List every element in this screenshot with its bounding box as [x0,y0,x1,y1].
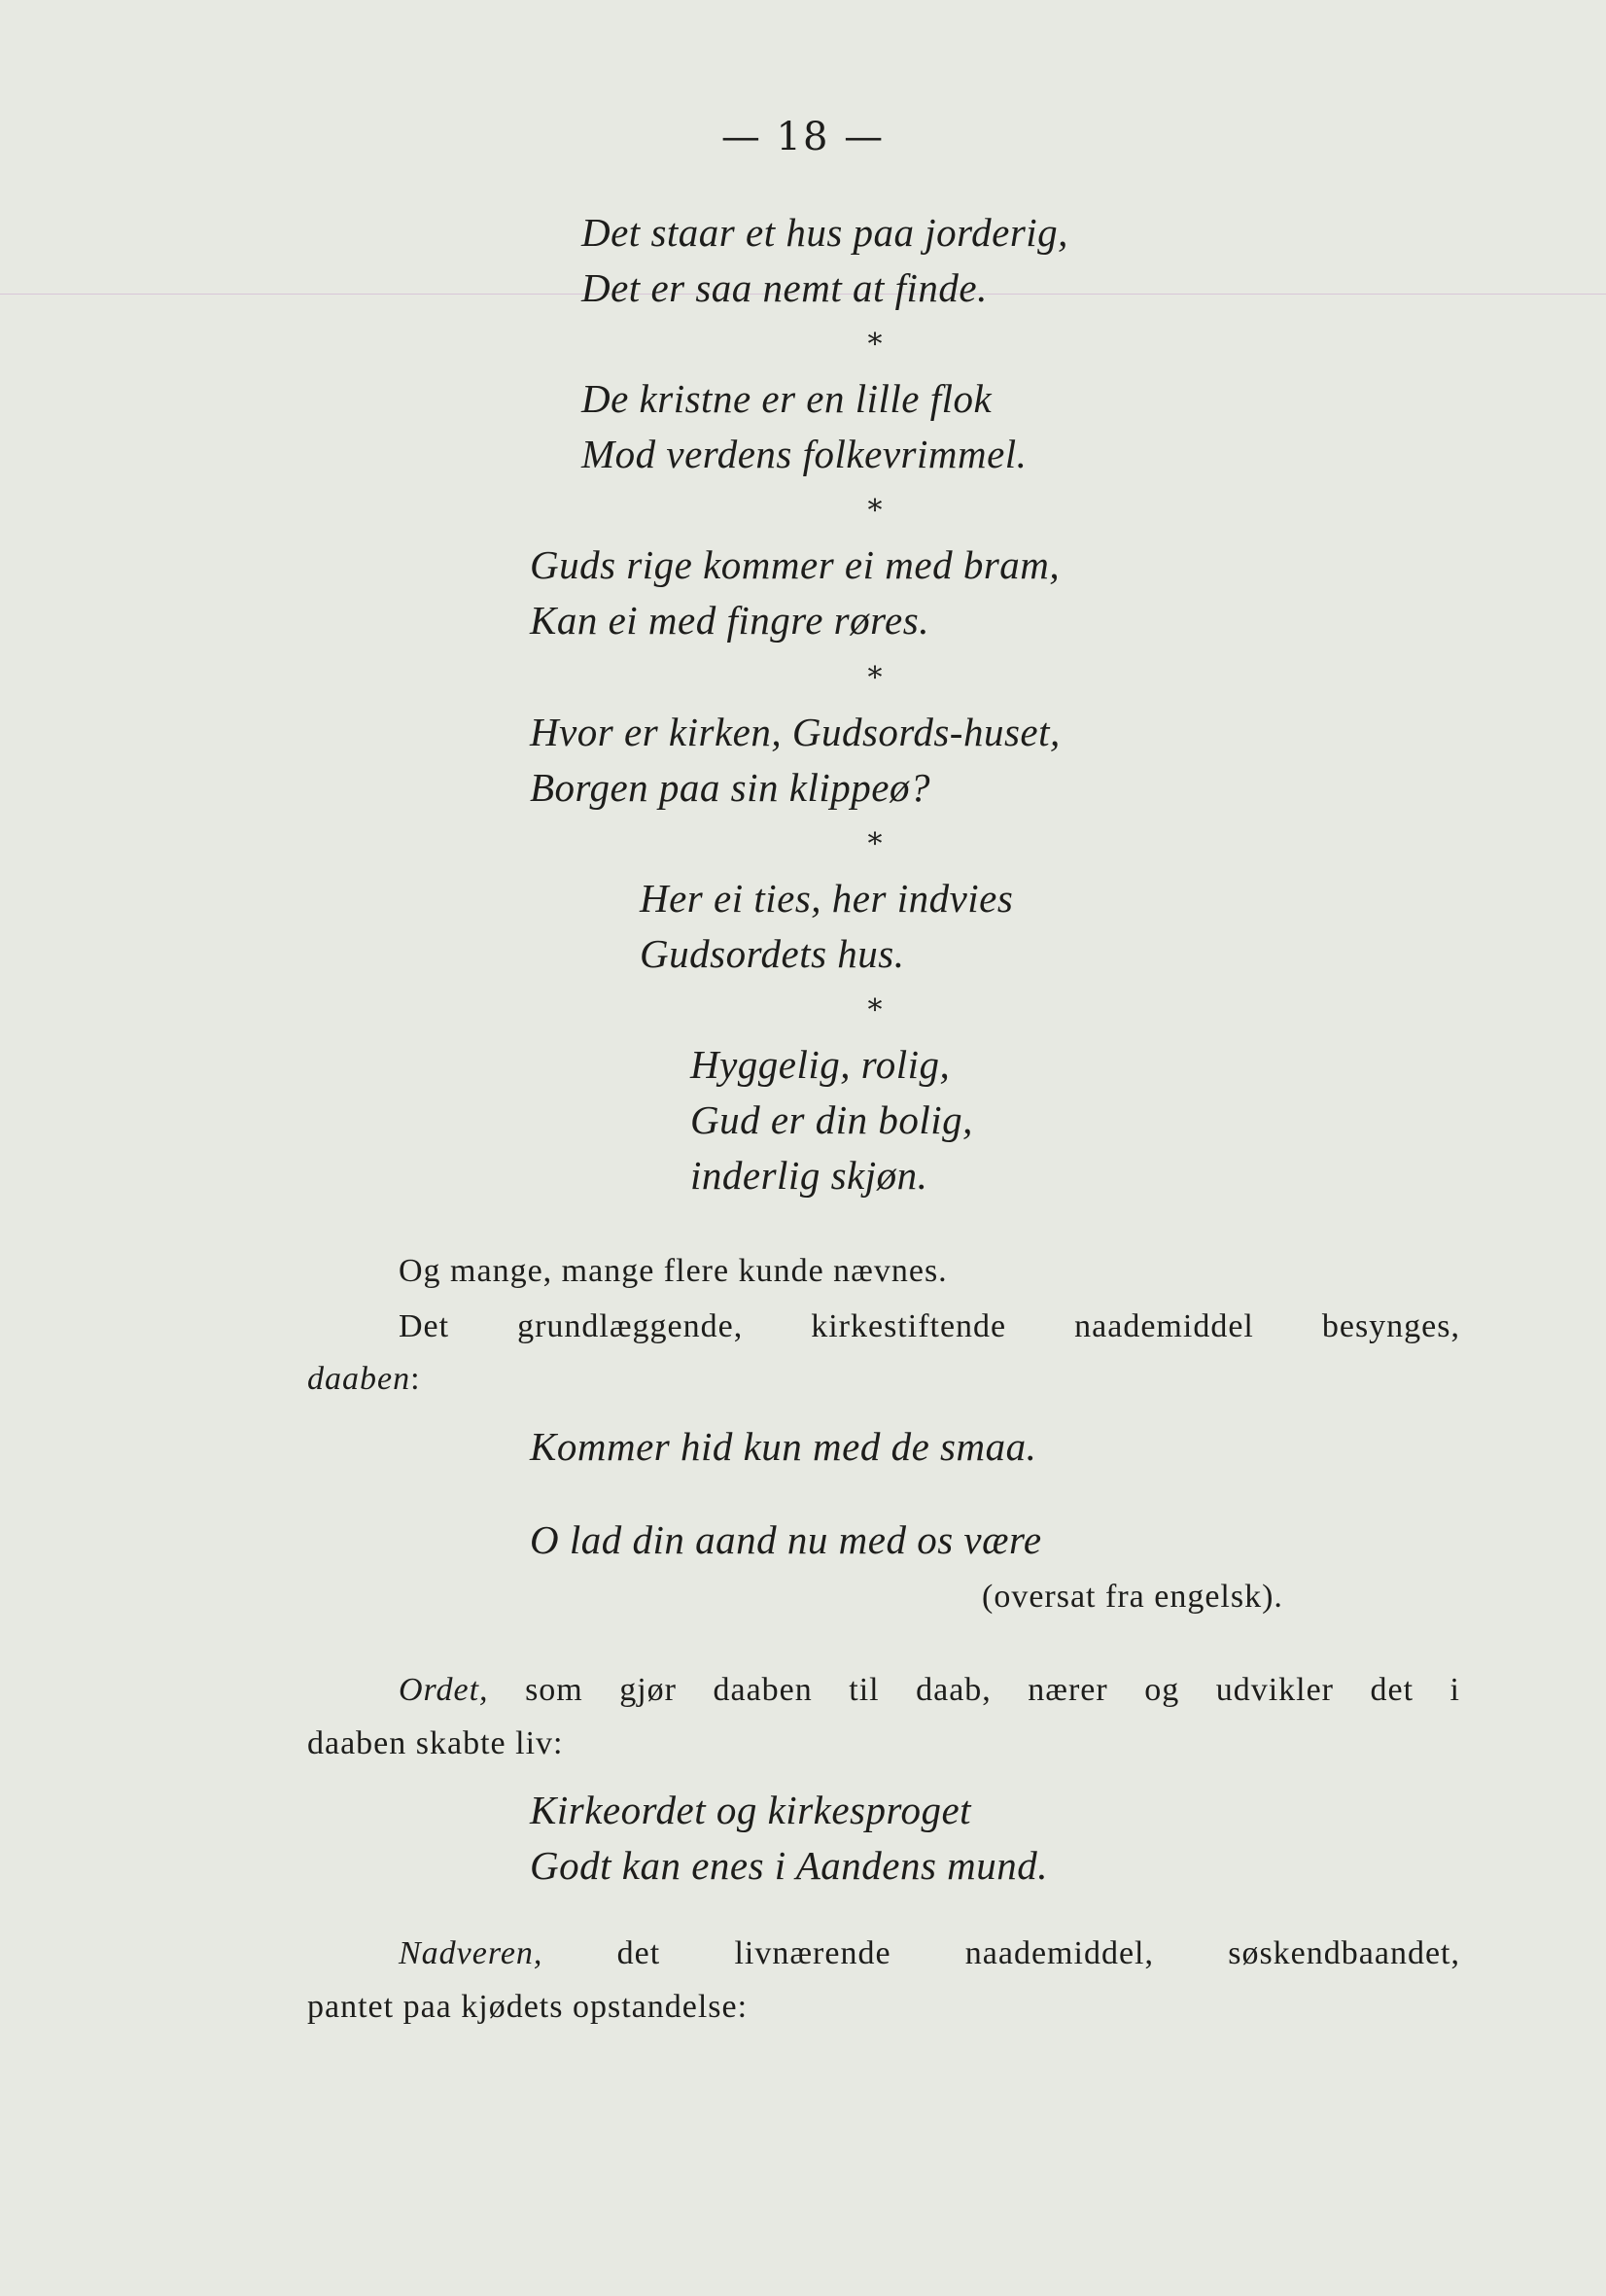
verse-line: inderlig skjøn. [690,1153,928,1198]
italic-term: daaben [307,1361,411,1397]
separator-asterisk: * [867,827,883,861]
separator-asterisk: * [867,494,883,528]
italic-term: Ordet, [399,1672,489,1708]
verse-line: Guds rige kommer ei med bram, [530,542,1061,587]
punctuation: : [410,1361,421,1397]
paragraph-line: daaben skabte liv: [307,1725,564,1761]
verse-line: Her ei ties, her indvies [640,876,1014,921]
verse-line: Hvor er kirken, Gudsords-huset, [530,710,1061,754]
paragraph-line: Det grundlæggende, kirkestiftende naademiddel besynges, [399,1308,1460,1344]
paragraph-text: det livnærende naademiddel, søskendbaandet, [616,1935,1460,1971]
quote-line: O lad din aand nu med os være [530,1517,1042,1562]
paragraph-line: pantet paa kjødets opstandelse: [307,1989,749,2025]
verse-line: Hyggelig, rolig, [690,1042,951,1087]
quote-line: Kirkeordet og kirkesproget [530,1788,972,1832]
paragraph-line: Og mange, mange flere kunde nævnes. [399,1253,948,1289]
separator-asterisk: * [867,993,883,1027]
quote-line: Kommer hid kun med de smaa. [530,1424,1037,1469]
paragraph-line [399,1672,1460,1709]
paragraph-line [307,1361,421,1398]
page-number: — 18 — [720,115,886,159]
verse-line: De kristne er en lille flok [581,376,993,421]
paragraph-text: som gjør daaben til daab, nærer og udvikler det i [525,1672,1460,1708]
quote-line: Godt kan enes i Aandens mund. [530,1843,1049,1888]
verse-line: Mod verdens folkevrimmel. [581,432,1028,476]
separator-asterisk: * [867,661,883,695]
paragraph-line [399,1935,1460,1972]
verse-line: Borgen paa sin klippeø? [530,765,930,810]
verse-line: Kan ei med fingre røres. [530,598,929,643]
italic-term: Nadveren, [399,1935,543,1971]
verse-line: Det staar et hus paa jorderig, [581,210,1068,255]
verse-line: Det er saa nemt at finde. [581,265,988,310]
translation-note: (oversat fra engelsk). [982,1579,1283,1615]
verse-line: Gud er din bolig, [690,1097,973,1142]
verse-line: Gudsordets hus. [640,931,905,976]
separator-asterisk: * [867,328,883,362]
